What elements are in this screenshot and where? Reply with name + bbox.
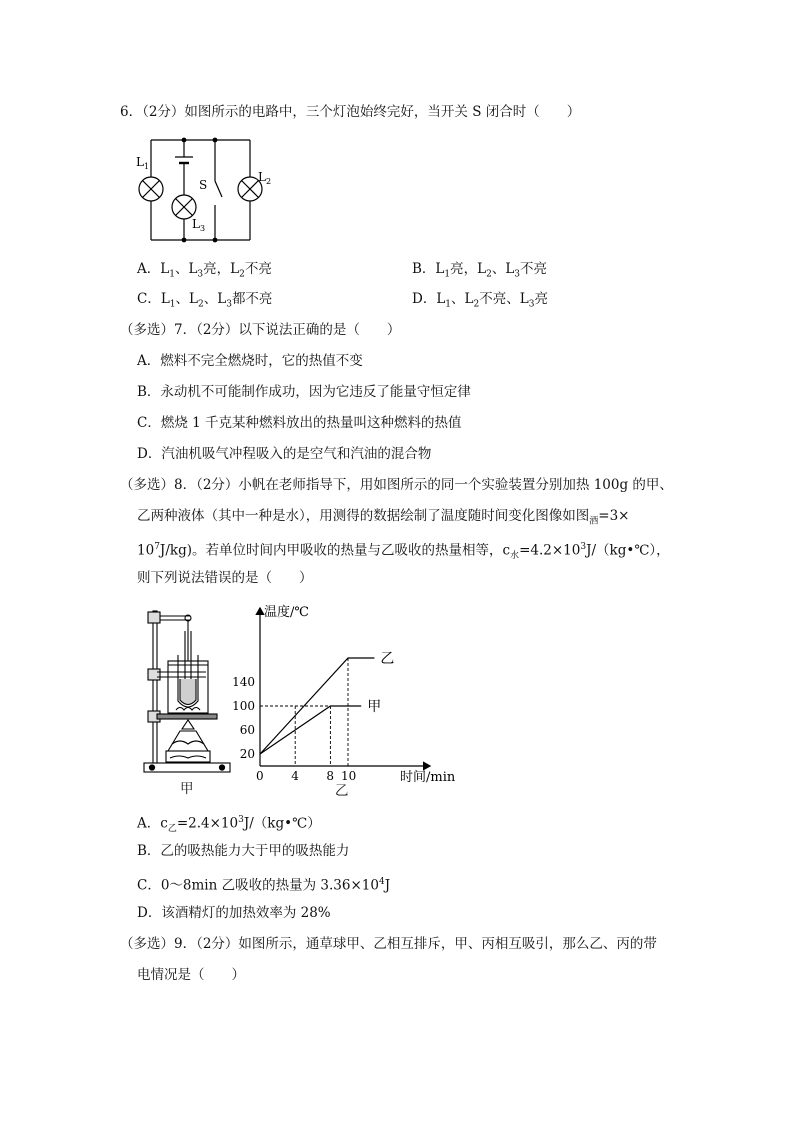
q6-option-b[interactable]: B．$L_1$亮，$L_2$、$L_3$不亮	[412, 261, 548, 280]
series-label-0: 乙	[380, 651, 395, 667]
q7-stem: （多选）7．（2分）以下说法正确的是（ ）	[120, 322, 401, 338]
x-tick-label-1: 4	[291, 769, 299, 783]
q8-option-c[interactable]: C．0～8min 乙吸收的热量为 $3.36\times 10^4J$	[137, 877, 391, 894]
heating-apparatus-figure	[140, 603, 235, 778]
lamp-l3	[172, 195, 196, 219]
temperature-time-chart	[230, 600, 470, 785]
q8-stem-line4: 则下列说法错误的是（ ）	[137, 570, 313, 586]
q8-option-b[interactable]: B．乙的吸热能力大于甲的吸热能力	[137, 843, 350, 859]
q6-option-d[interactable]: D．$L_1$、$L_2$不亮、$L_3$亮	[412, 291, 548, 310]
label-switch: S	[199, 178, 208, 192]
q8-stem-line2: 乙两种液体（其中一种是水），用测得的数据绘制了温度随时间变化图像如图$_酒$=3×	[137, 508, 630, 527]
q8-stem-line1: （多选）8．（2分）小帆在老师指导下，用如图所示的同一个实验装置分别加热 100g 的甲、	[120, 477, 673, 493]
x-tick-label-0: 0	[256, 769, 264, 783]
q6-option-c[interactable]: C．$L_1$、$L_2$、$L_3$都不亮	[137, 291, 273, 310]
x-tick-label-2: 8	[326, 769, 335, 783]
x-axis-label: 时间/min	[400, 770, 456, 785]
y-tick-label-3: 140	[232, 675, 255, 689]
q8-stem-line3: $10^7J/kg$)。若单位时间内甲吸收的热量与乙吸收的热量相等，$c_水=4.2\times 10^3J/(kg•℃)$，	[137, 542, 670, 562]
series-line-1	[260, 706, 361, 754]
y-tick-label-2: 100	[232, 699, 255, 713]
q9-stem-line1: （多选）9．（2分）如图所示，通草球甲、乙相互排斥，甲、丙相互吸引，那么乙、丙的带	[120, 936, 657, 952]
lamp-l1	[139, 177, 163, 201]
y-axis-label: 温度/℃	[264, 605, 309, 620]
q8-option-d[interactable]: D．该酒精灯的加热效率为 28%	[137, 905, 331, 921]
label-l3: $L_3$	[192, 217, 206, 233]
q7-option-d[interactable]: D．汽油机吸气冲程吸入的是空气和汽油的混合物	[137, 446, 432, 462]
circuit-diagram	[130, 135, 280, 245]
series-label-1: 甲	[367, 699, 382, 715]
x-tick-label-3: 10	[341, 769, 357, 783]
q7-option-a[interactable]: A．燃料不完全燃烧时，它的热值不变	[137, 353, 363, 369]
q6-option-a[interactable]: A．$L_1$、$L_3$亮，$L_2$不亮	[137, 261, 272, 280]
q9-stem-line2: 电情况是（ ）	[137, 967, 245, 983]
q7-option-b[interactable]: B．永动机不可能制作成功，因为它违反了能量守恒定律	[137, 384, 471, 400]
q6-stem: 6．（2分）如图所示的电路中，三个灯泡始终完好，当开关 S 闭合时（ ）	[120, 104, 581, 120]
label-l1: $L_1$	[136, 155, 150, 171]
q7-option-c[interactable]: C．燃烧 1 千克某种燃料放出的热量叫这种燃料的热值	[137, 415, 462, 431]
label-l2: $L_2$	[258, 170, 272, 186]
chart-caption: 乙	[335, 783, 349, 799]
q8-option-a[interactable]: A．$c_乙=2.4\times 10^3J/(kg•℃)$	[137, 815, 321, 835]
y-tick-label-1: 60	[239, 723, 255, 737]
apparatus-caption: 甲	[180, 781, 194, 797]
y-tick-label-0: 20	[239, 747, 255, 761]
